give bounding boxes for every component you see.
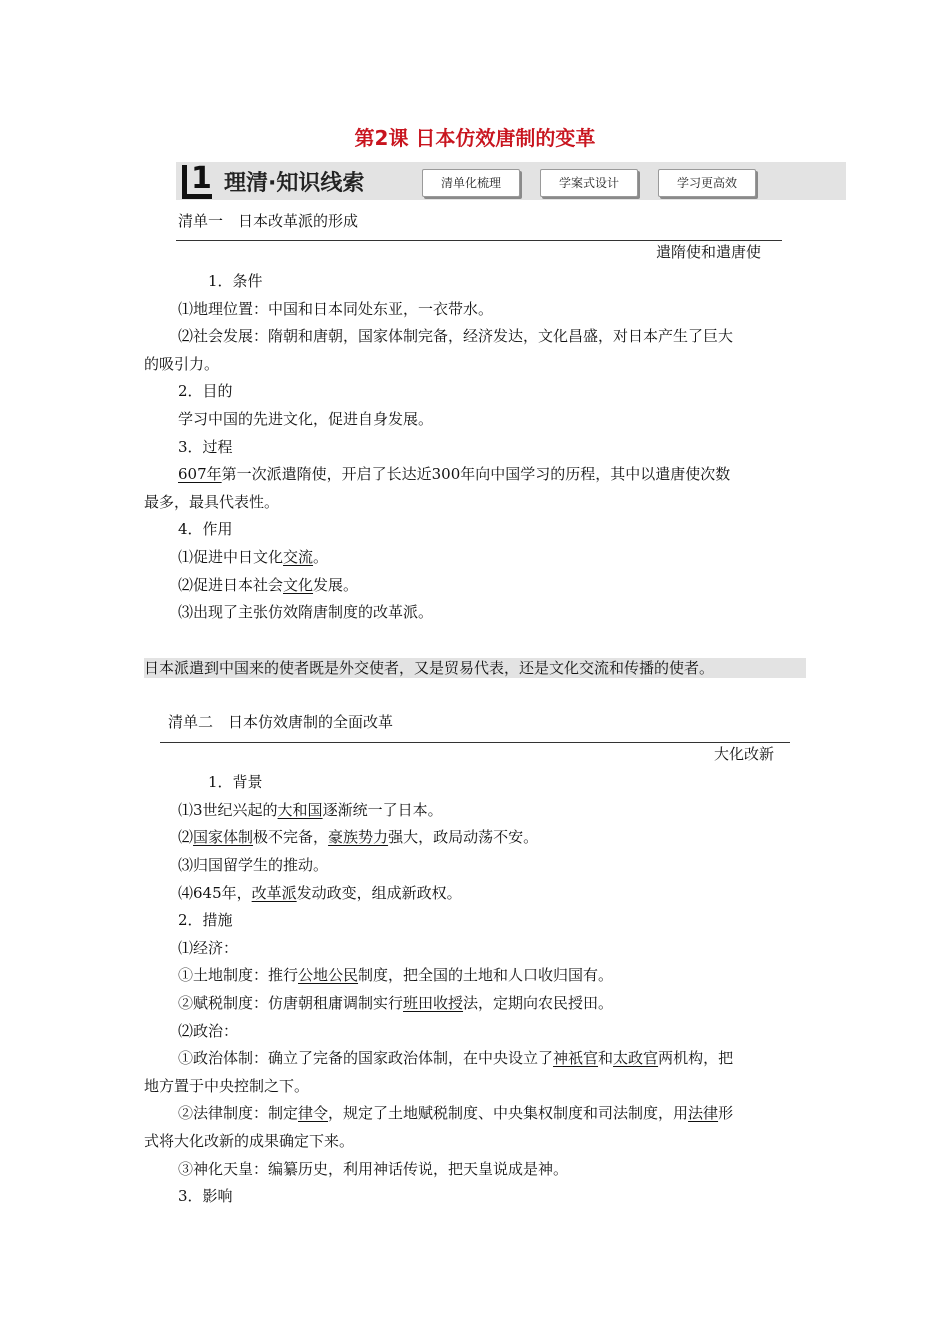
key-term: 法律	[688, 1104, 719, 1122]
tag-efficiency: 学习更高效	[658, 169, 756, 197]
key-term: 国家体制	[193, 828, 254, 846]
list1-line: ⑵促进日本社会文化发展。	[178, 576, 359, 594]
list2-line: 式将大化改新的成果确定下来。	[144, 1132, 355, 1150]
list2-divider	[160, 742, 790, 743]
list1-line: 3．过程	[178, 438, 233, 456]
key-term: 文化	[283, 576, 314, 594]
section-number-badge: 1	[182, 165, 212, 199]
list2-heading: 清单二 日本仿效唐制的全面改革	[168, 713, 394, 731]
list1-line: 4．作用	[178, 520, 233, 538]
key-term: 大和国	[277, 801, 323, 819]
list2-line: ⑷645年，改革派发动政变，组成新政权。	[178, 884, 462, 902]
list1-divider	[176, 240, 782, 241]
list1-line: 2．目的	[178, 382, 233, 400]
list2-line: ③神化天皇：编纂历史，利用神话传说，把天皇说成是神。	[178, 1160, 569, 1178]
key-term: 班田收授	[403, 994, 464, 1012]
list2-line: 1．背景	[208, 773, 263, 791]
list1-line: ⑴促进中日文化交流。	[178, 548, 329, 566]
list2-line: ⑵国家体制极不完备，豪族势力强大，政局动荡不安。	[178, 828, 539, 846]
list2-line: ①政治体制：确立了完备的国家政治体制，在中央设立了神祇官和太政官两机构，把	[178, 1049, 734, 1067]
list2-line: ②赋税制度：仿唐朝租庸调制实行班田收授法，定期向农民授田。	[178, 994, 614, 1012]
section-banner	[176, 162, 846, 200]
key-term: 豪族势力	[328, 828, 389, 846]
key-term: 607年	[178, 465, 222, 483]
tag-checklist: 清单化梳理	[422, 169, 520, 197]
list2-line: ①土地制度：推行公地公民制度，把全国的土地和人口收归国有。	[178, 966, 614, 984]
list1-line: ⑵社会发展：隋朝和唐朝，国家体制完备，经济发达，文化昌盛，对日本产生了巨大	[178, 327, 734, 345]
tag-design: 学案式设计	[540, 169, 638, 197]
note-text: 日本派遣到中国来的使者既是外交使者，又是贸易代表，还是文化交流和传播的使者。	[144, 659, 715, 677]
list1-line: 1．条件	[208, 272, 263, 290]
list2-line: ②法律制度：制定律令，规定了土地赋税制度、中央集权制度和司法制度，用法律形	[178, 1104, 734, 1122]
list2-line: ⑴3世纪兴起的大和国逐渐统一了日本。	[178, 801, 443, 819]
list2-line: 2．措施	[178, 911, 233, 929]
section-banner-title: 理清·知识线索	[224, 171, 365, 196]
list2-line: 地方置于中央控制之下。	[144, 1077, 310, 1095]
key-term: 交流	[283, 548, 314, 566]
key-term: 改革派	[251, 884, 297, 902]
list2-line: ⑶归国留学生的推动。	[178, 856, 329, 874]
list1-line: ⑶出现了主张仿效隋唐制度的改革派。	[178, 603, 434, 621]
page-title: 第2课 日本仿效唐制的变革	[354, 126, 596, 150]
list1-line: 学习中国的先进文化，促进自身发展。	[178, 410, 434, 428]
list2-line: ⑴经济：	[178, 939, 239, 957]
key-term: 公地公民	[298, 966, 359, 984]
list1-line: 607年第一次派遣隋使，开启了长达近300年向中国学习的历程，其中以遣唐使次数	[178, 465, 731, 483]
list1-line: ⑴地理位置：中国和日本同处东亚，一衣带水。	[178, 300, 494, 318]
list2-line: ⑵政治：	[178, 1022, 239, 1040]
key-term: 律令	[298, 1104, 329, 1122]
list1-heading: 清单一 日本改革派的形成	[178, 212, 359, 230]
key-term: 太政官	[613, 1049, 659, 1067]
key-term: 神祇官	[553, 1049, 599, 1067]
list2-subheading: 大化改新	[714, 745, 775, 763]
list1-line: 最多，最具代表性。	[144, 493, 280, 511]
list1-subheading: 遣隋使和遣唐使	[656, 243, 762, 261]
list1-line: 的吸引力。	[144, 355, 220, 373]
list2-line: 3．影响	[178, 1187, 233, 1205]
